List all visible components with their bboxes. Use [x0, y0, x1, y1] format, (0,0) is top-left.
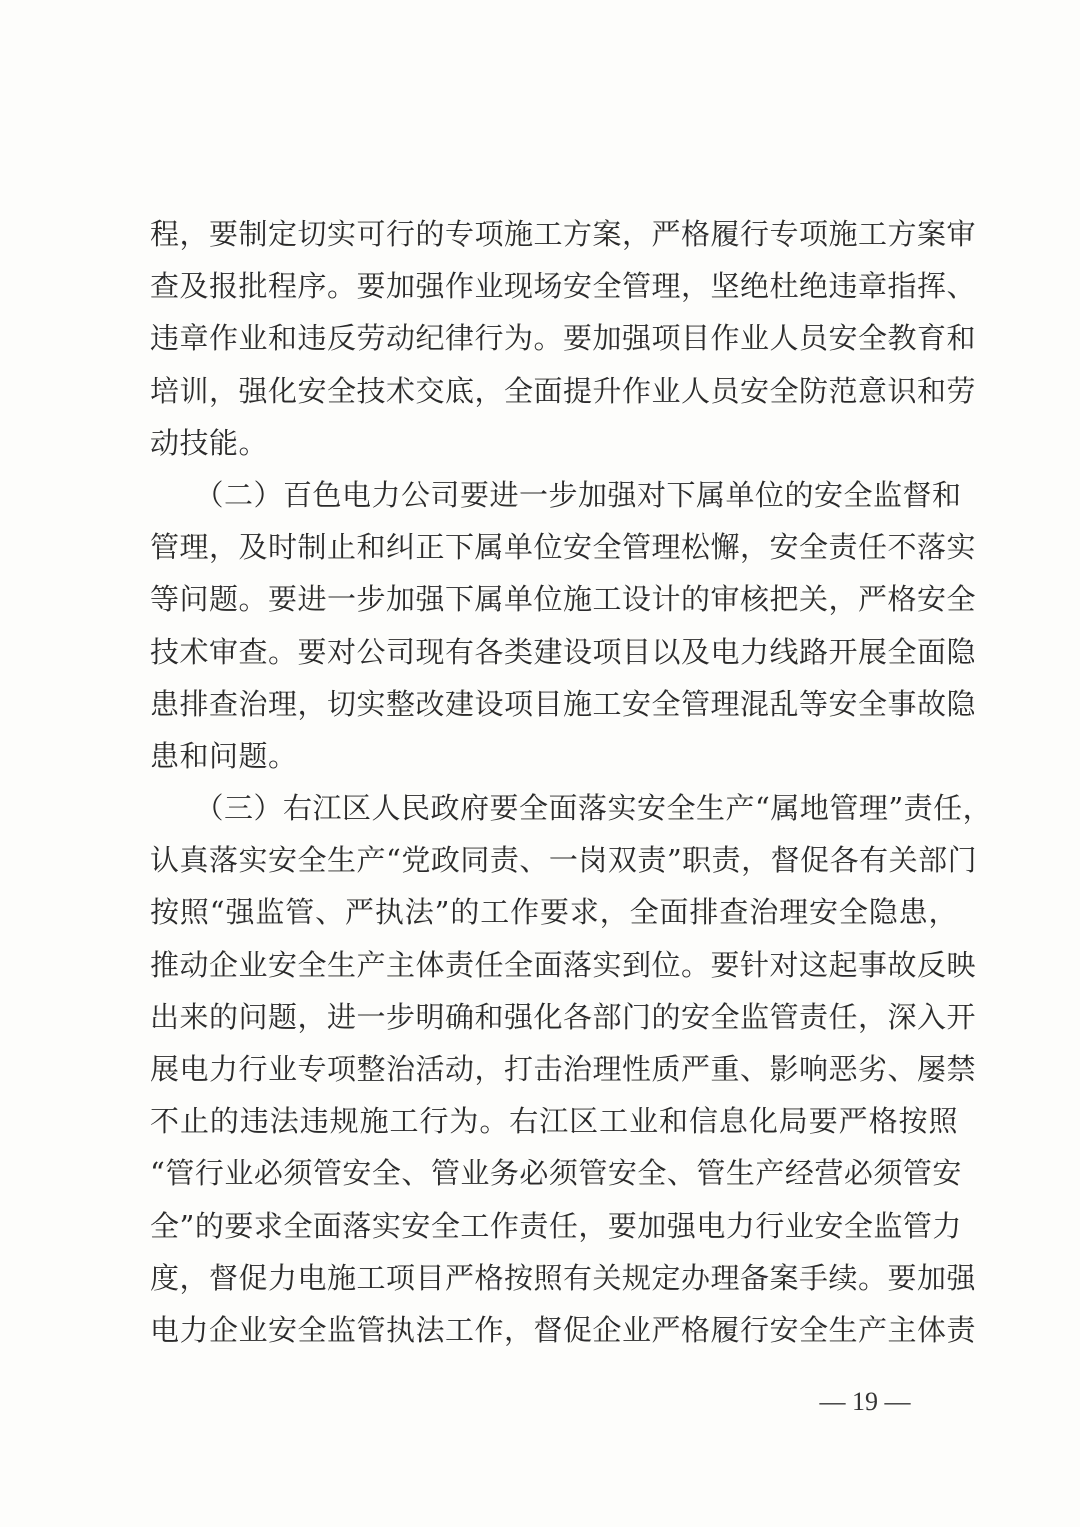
text-line: 度，督促力电施工项目严格按照有关规定办理备案手续。要加强 — [150, 1260, 977, 1295]
text-line: 程，要制定切实可行的专项施工方案，严格履行专项施工方案审 — [150, 217, 977, 251]
text-line: 患排查治理，切实整改建设项目施工安全管理混乱等安全事故隐 — [150, 686, 977, 721]
text-line: 按照“强监管、严执法”的工作要求，全面排查治理安全隐患， — [150, 895, 958, 930]
body-text — [150, 208, 993, 1356]
page-number: — 19 — — [819, 1387, 911, 1416]
text-line: 管理，及时制止和纠正下属单位安全管理松懈，安全责任不落实 — [150, 530, 977, 565]
text-line: 电力企业安全监管执法工作，督促企业严格履行安全生产主体责 — [150, 1312, 977, 1347]
text-line: 动技能。 — [150, 425, 269, 460]
text-line: 认真落实安全生产“党政同责、一岗双责”职责，督促各有关部门 — [150, 843, 978, 878]
text-line: 展电力行业专项整治活动，打击治理性质严重、影响恶劣、屡禁 — [150, 1052, 977, 1086]
text-line: 不止的违法违规施工行为。右江区工业和信息化局要严格按照 — [150, 1104, 958, 1139]
text-line: “管行业必须管安全、管业务必须管安全、管生产经营必须管安 — [150, 1156, 962, 1191]
text-line: 患和问题。 — [150, 738, 298, 773]
text-line: （三）右江区人民政府要全面落实安全生产“属地管理”责任， — [150, 791, 993, 826]
text-line: 出来的问题，进一步明确和强化各部门的安全监管责任，深入开 — [150, 999, 977, 1034]
text-line: 技术审查。要对公司现有各类建设项目以及电力线路开展全面隐 — [150, 634, 977, 669]
text-line: （二）百色电力公司要进一步加强对下属单位的安全监督和 — [150, 477, 962, 512]
text-line: 全”的要求全面落实安全工作责任，要加强电力行业安全监管力 — [150, 1208, 962, 1243]
text-line: 推动企业安全生产主体责任全面落实到位。要针对这起事故反映 — [150, 947, 977, 982]
text-line: 培训，强化安全技术交底，全面提升作业人员安全防范意识和劳 — [150, 373, 977, 408]
text-line: 违章作业和违反劳动纪律行为。要加强项目作业人员安全教育和 — [150, 321, 977, 356]
text-line: 查及报批程序。要加强作业现场安全管理，坚绝杜绝违章指挥、 — [150, 269, 977, 304]
text-line: 等问题。要进一步加强下属单位施工设计的审核把关，严格安全 — [150, 582, 977, 617]
